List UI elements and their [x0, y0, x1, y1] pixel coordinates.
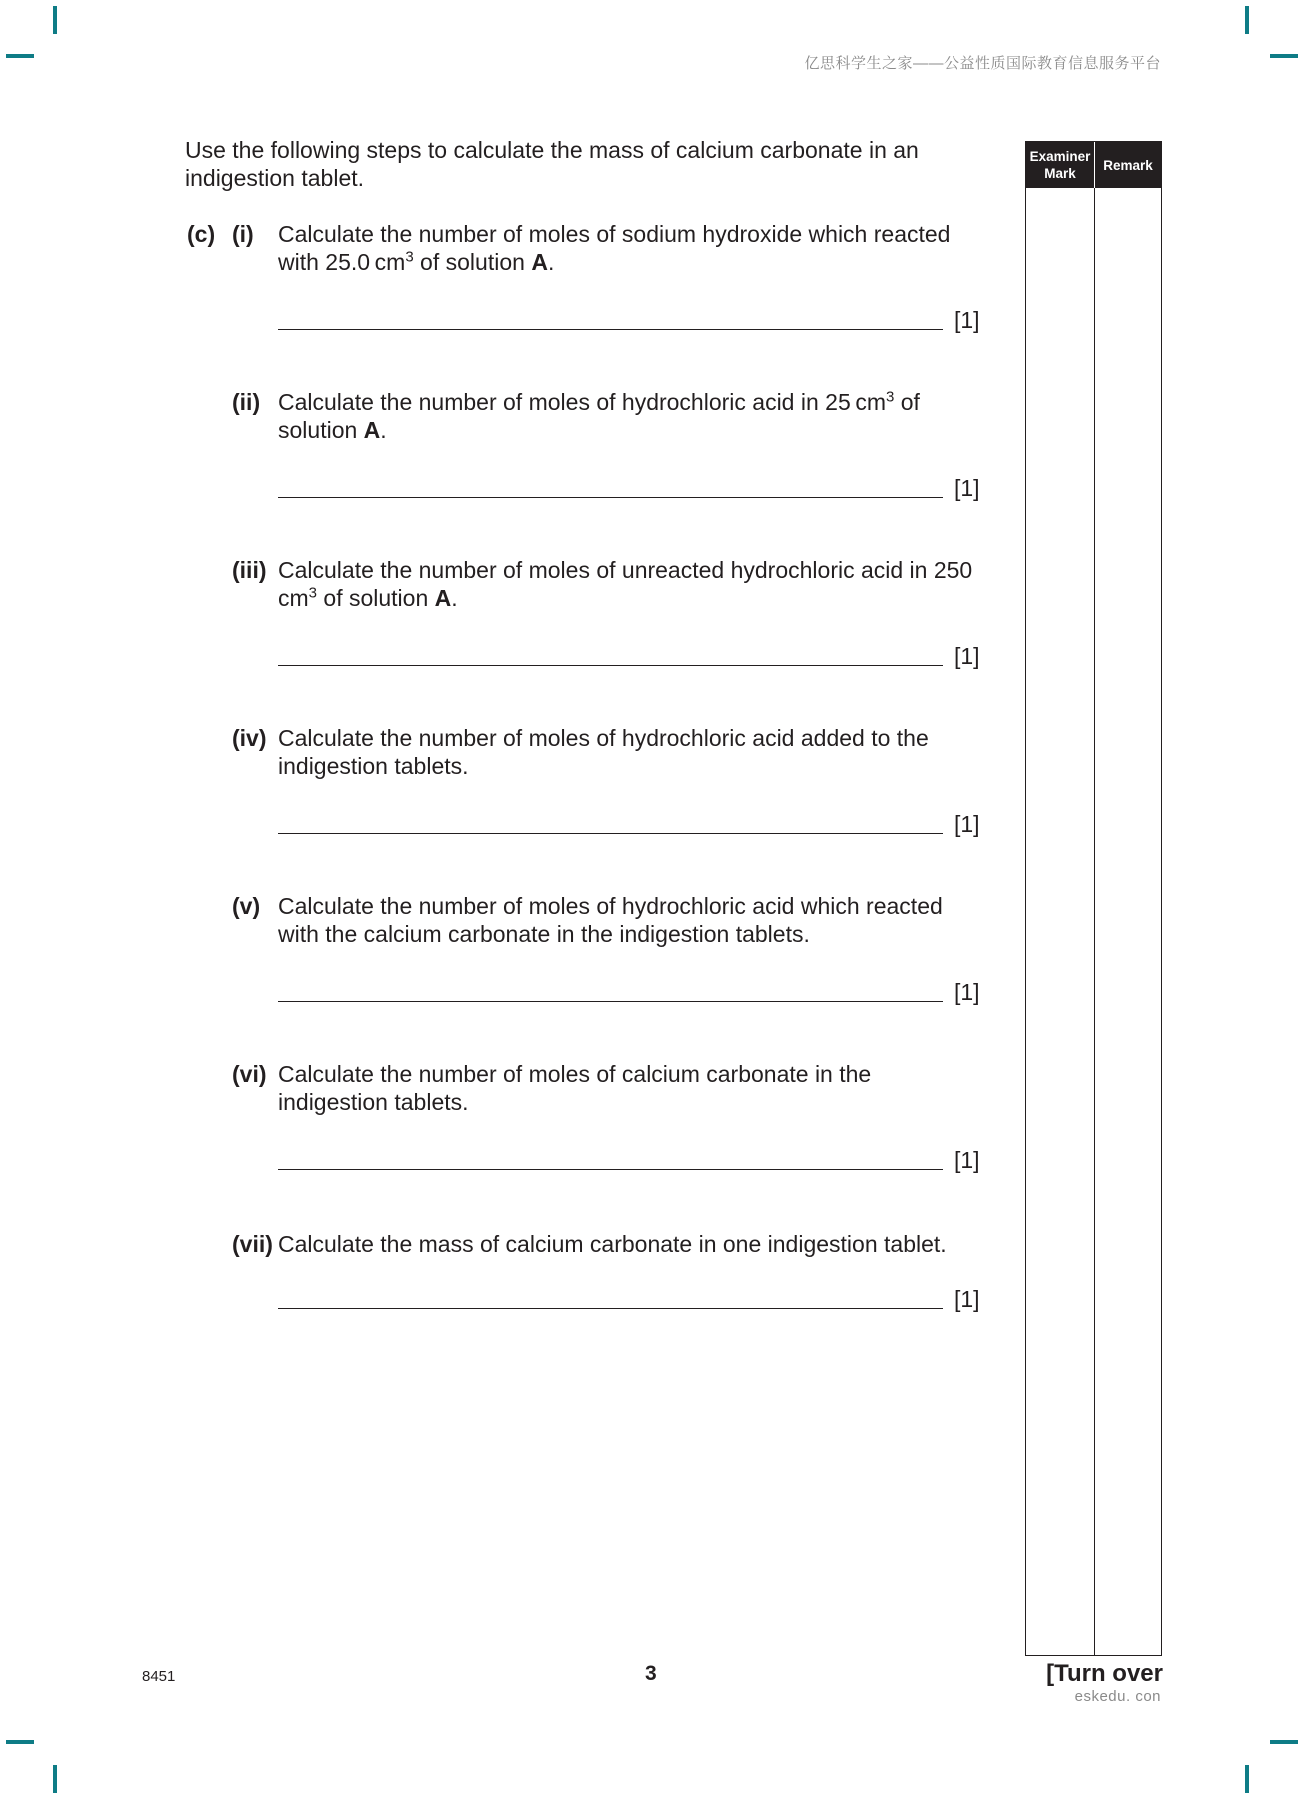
question-text: Calculate the number of moles of hydrochloric acid which reacted with the calcium carbonate in the indigestion tablets. [278, 893, 943, 947]
question-text: Calculate the number of moles of unreacted hydrochloric acid in 250 $cm^3$ of solution A. [278, 557, 977, 611]
remark-header: Remark [1103, 157, 1153, 173]
answer-line[interactable] [278, 1169, 943, 1170]
question-text: Calculate the number of moles of hydrochloric acid added to the indigestion tablets. [278, 725, 929, 779]
mark-allocation: [1] [954, 811, 980, 837]
crop-mark-tr-h [1270, 54, 1298, 58]
question-text: Calculate the mass of calcium carbonate in one indigestion tablet. [278, 1231, 947, 1257]
answer-line[interactable] [278, 833, 943, 834]
answer-line[interactable] [278, 665, 943, 666]
turn-over-label: [Turn over [1046, 1660, 1163, 1687]
answer-line[interactable] [278, 1001, 943, 1002]
crop-mark-bl-v [53, 1765, 57, 1793]
examiner-header [1026, 142, 1161, 188]
crop-mark-bl-h [6, 1740, 34, 1744]
mark-allocation: [1] [954, 979, 980, 1005]
question-text: Calculate the number of moles of calcium carbonate in the indigestion tablets. [278, 1061, 872, 1115]
mark-allocation: [1] [954, 1286, 980, 1312]
crop-mark-br-h [1270, 1740, 1298, 1744]
answer-line[interactable] [278, 329, 943, 330]
part-label: (c) [187, 221, 216, 247]
examiner-column [1025, 141, 1162, 1656]
mark-allocation: [1] [954, 475, 980, 501]
question-number: (iii) [232, 557, 267, 583]
question-number: (v) [232, 893, 261, 919]
question-number: (iv) [232, 725, 267, 751]
crop-mark-tl-h [6, 54, 34, 58]
crop-mark-tr-v [1245, 6, 1249, 34]
mark-allocation: [1] [954, 643, 980, 669]
question-number: (i) [232, 221, 254, 247]
answer-line[interactable] [278, 497, 943, 498]
page-number: 3 [645, 1662, 657, 1685]
answer-line[interactable] [278, 1308, 943, 1309]
question-text: Calculate the number of moles of sodium hydroxide which reacted with 25.0 $cm^3$ of solution A. [278, 221, 951, 275]
question-number: (vii) [232, 1231, 273, 1257]
paper-code: 8451 [142, 1668, 176, 1685]
mark-allocation: [1] [954, 307, 980, 333]
question-text: Calculate the number of moles of hydrochloric acid in 25 $cm^3$ of solution A. [278, 388, 920, 443]
question-number: (ii) [232, 389, 261, 415]
crop-mark-br-v [1245, 1765, 1249, 1793]
examiner-column-divider [1094, 188, 1095, 1655]
watermark-text: eskedu. con [1074, 1688, 1161, 1705]
examiner-mark-header: Examiner Mark [1026, 142, 1095, 188]
mark-allocation: [1] [954, 1147, 980, 1173]
header-site-text: 亿思科学生之家——公益性质国际教育信息服务平台 [804, 55, 1161, 72]
intro-text: Use the following steps to calculate the mass of calcium carbonate in an indigestion tablet. [185, 137, 919, 191]
crop-mark-tl-v [53, 6, 57, 34]
question-number: (vi) [232, 1061, 267, 1087]
